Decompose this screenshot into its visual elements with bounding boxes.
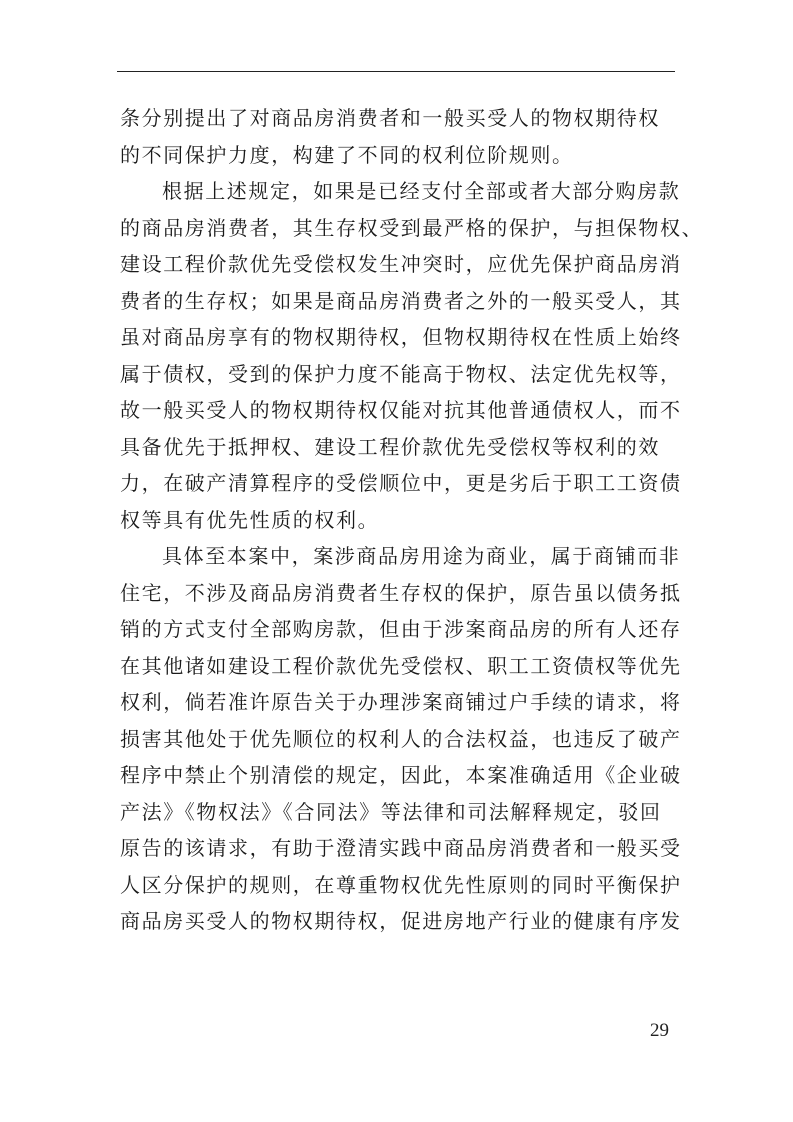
text-line: 销的方式支付全部购房款，但由于涉案商品房的所有人还存 <box>120 617 682 641</box>
text-line: 权利，倘若准许原告关于办理涉案商铺过户手续的请求，将 <box>120 690 682 714</box>
header-rule <box>117 71 675 72</box>
text-line: 的不同保护力度，构建了不同的权利位阶规则。 <box>120 142 574 167</box>
text-line: 故一般买受人的物权期待权仅能对抗其他普通债权人，而不 <box>120 398 682 422</box>
text-line: 虽对商品房享有的物权期待权，但物权期待权在性质上始终 <box>120 325 682 349</box>
text-line: 条分别提出了对商品房消费者和一般买受人的物权期待权 <box>120 106 660 130</box>
text-line: 住宅，不涉及商品房消费者生存权的保护，原告虽以债务抵 <box>120 580 682 605</box>
text-line: 权等具有优先性质的权利。 <box>120 507 380 532</box>
text-line: 商品房买受人的物权期待权，促进房地产行业的健康有序发 <box>120 909 682 933</box>
body-text <box>120 100 704 940</box>
text-line: 人区分保护的规则，在尊重物权优先性原则的同时平衡保护 <box>120 872 682 897</box>
text-line: 费者的生存权；如果是商品房消费者之外的一般买受人，其 <box>120 288 682 313</box>
text-line: 建设工程价款优先受偿权发生冲突时，应优先保护商品房消 <box>120 252 682 276</box>
paragraph-start-line: 具体至本案中，案涉商品房用途为商业，属于商铺而非 <box>162 544 681 568</box>
text-line: 的商品房消费者，其生存权受到最严格的保护，与担保物权、 <box>120 215 704 240</box>
text-line: 损害其他处于优先顺位的权利人的合法权益，也违反了破产 <box>120 726 682 751</box>
paragraph-start-line: 根据上述规定，如果是已经支付全部或者大部分购房款 <box>162 179 681 203</box>
text-line: 在其他诸如建设工程价款优先受偿权、职工工资债权等优先 <box>120 653 682 678</box>
text-line: 具备优先于抵押权、建设工程价款优先受偿权等权利的效 <box>120 434 660 459</box>
text-line: 属于债权，受到的保护力度不能高于物权、法定优先权等， <box>120 361 682 386</box>
page-number: 29 <box>650 1020 669 1041</box>
text-line: 原告的该请求，有助于澄清实践中商品房消费者和一般买受 <box>120 836 682 860</box>
text-line: 力，在破产清算程序的受偿顺位中，更是劣后于职工工资债 <box>120 471 682 495</box>
text-line: 程序中禁止个别清偿的规定，因此，本案准确适用《企业破 <box>120 763 682 787</box>
text-line: 产法》《物权法》《合同法》等法律和司法解释规定，驳回 <box>120 799 662 824</box>
